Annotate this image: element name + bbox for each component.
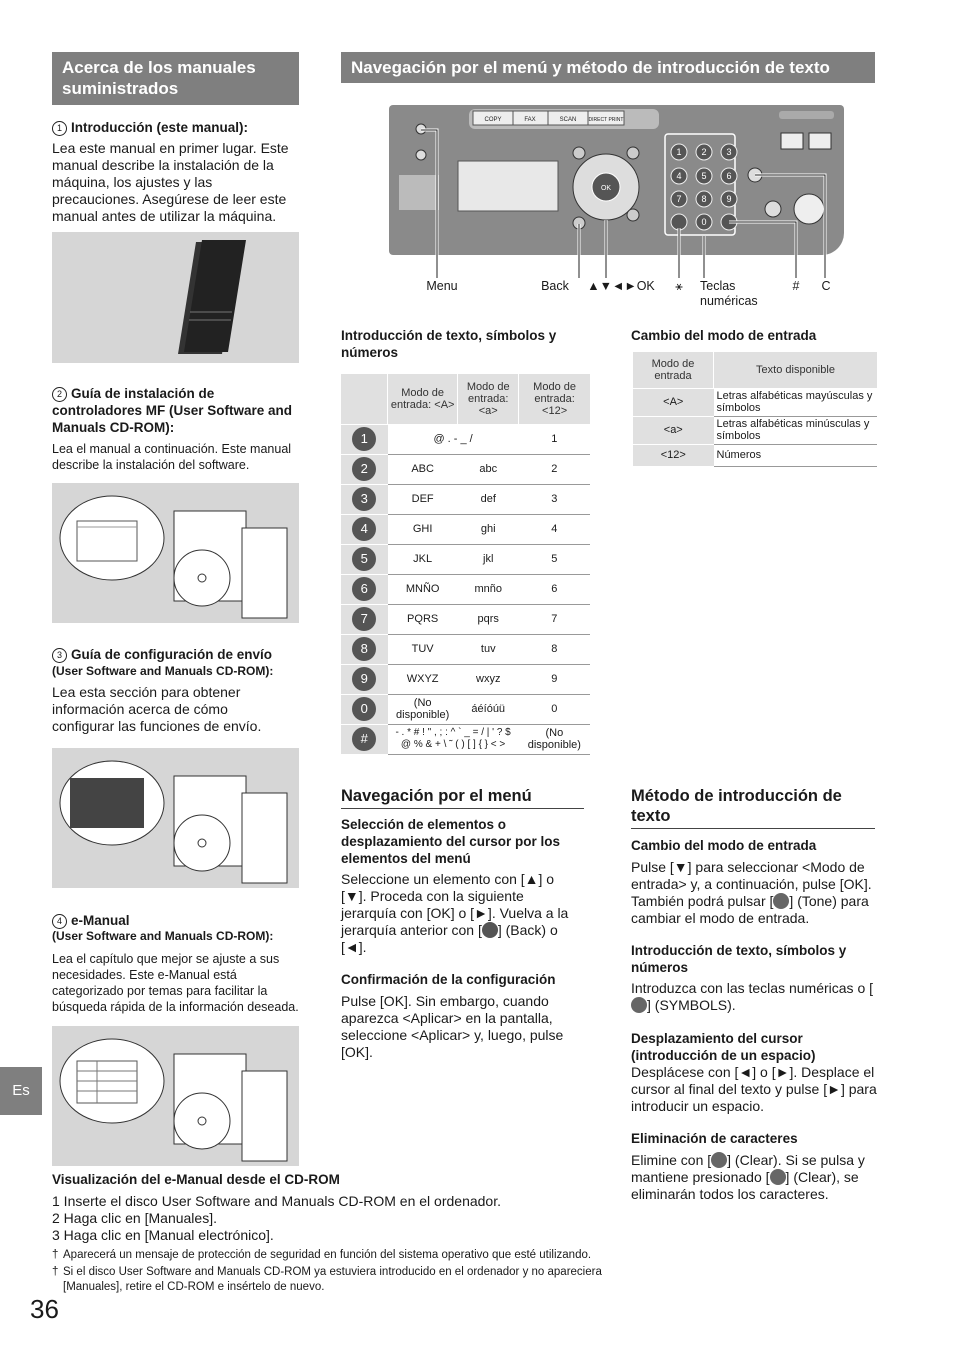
table-row: 8 TUV tuv 8 [341,634,590,664]
item4-subtitle: (User Software and Manuals CD-ROM): [52,929,274,943]
keypad-1: 1 [676,147,682,157]
nav-s1-body: Seleccione un elemento con [▲] o [▼]. Proceda con la siguiente jerarquía con [OK] o [►]. Vuelva a la jerarquía anterior con [ ] (Back) o [◄]. [341,871,569,955]
item4-body: Lea el capítulo que mejor se ajuste a sus necesidades. Este e-Manual está categorizado por temas para facilitar la búsqueda rápida de la información deseada. [52,952,299,1014]
table2-title: Cambio del modo de entrada [631,328,817,343]
driver-guide-illustration [52,483,299,623]
item3-body: Lea esta sección para obtener información acerca de cómo configurar las funciones de envío. [52,684,262,734]
table-row: 1 @ . - _ / 1 [341,424,590,454]
table2-header-text: Texto disponible [714,352,878,388]
table-row: <12> Números [633,444,877,466]
item1-body: Lea este manual en primer lugar. Este manual describe la instalación de la máquina, los ajustes y las precauciones. Asegúrese de leer este manual antes de utilizar la máquina. [52,140,289,224]
key-icon: 1 [352,427,376,451]
keypad-8: 8 [701,194,707,204]
tone-key-icon [773,893,789,909]
table-row: # - . * # ! " , ; : ^ ` _ = / | ' ? $ @ % & + \ ˜ ( ) [ ] { } < > (No disponible) [341,724,590,754]
mode-button-copy: COPY [484,117,502,123]
table1-header-12: Modo de entrada: <12> [519,374,590,424]
note-mark: † [52,1266,59,1278]
item4-number: 4 [52,914,67,929]
item2-number: 2 [52,387,67,402]
method-s2-body: Introduzca con las teclas numéricas o [] (SYMBOLS). [631,980,874,1013]
note-mark: † [52,1249,59,1261]
key-icon: 5 [352,547,376,571]
key-icon: 8 [352,637,376,661]
table-row: 5 JKL jkl 5 [341,544,590,574]
list-item: 3 Haga clic en [Manual electrónico]. [52,1227,274,1243]
list-item: 2 Haga clic en [Manuales]. [52,1210,217,1226]
method-s1-body: Pulse [▼] para seleccionar <Modo de entrada> y, a continuación, pulse [OK]. También podrá pulsar [ ] (Tone) para cambiar el modo de entrada. [631,859,872,926]
panel-callout-lines [0,0,954,300]
nav-s2-title: Confirmación de la configuración [341,972,556,987]
item3-title: 3 Guía de configuración de envío [52,646,302,663]
label-tone: ⚹ [675,279,683,293]
menu-navigation-title: Navegación por el menú [341,786,584,809]
key-icon: 0 [352,697,376,721]
label-hash: # [792,279,800,293]
keypad-6: 6 [726,171,732,181]
label-arrows-ok: ▲▼◄►OK [587,279,655,293]
mode-button-direct-print: DIRECT PRINT [588,117,624,123]
language-tab: Es [0,1067,42,1115]
item3-subtitle: (User Software and Manuals CD-ROM): [52,664,274,678]
input-chars-table [341,374,590,755]
label-menu: Menu [426,279,458,293]
method-s4-body: Elimine con [ ] (Clear). Si se pulsa y mantiene presionado [ ] (Clear), se eliminarán todos los caracteres. [631,1152,865,1202]
item1-title: 1 Introducción (este manual): [52,119,302,136]
item3-number: 3 [52,648,67,663]
footnotes [52,1248,612,1295]
keypad-2: 2 [701,147,707,157]
key-icon: 4 [352,517,376,541]
method-s1-title: Cambio del modo de entrada [631,838,817,853]
about-manuals-header: Acerca de los manuales suministrados [52,52,299,105]
item2-title: 2 Guía de instalación de controladores MF (User Software and Manuals CD-ROM): [52,386,293,435]
nav-s2-body: Pulse [OK]. Sin embargo, cuando aparezca <Aplicar> en la pantalla, seleccione <Aplicar> y, luego, pulse [OK]. [341,993,564,1060]
key-icon: # [352,727,376,751]
list-item: † Aparecerá un mensaje de protección de seguridad en función del sistema operativo que esté utilizando. [52,1249,592,1261]
table1-header-a: Modo de entrada: <a> [458,374,519,424]
table1-header-A: Modo de entrada: <A> [388,374,458,424]
label-clear: C [821,279,831,293]
table1-title: Introducción de texto, símbolos y números [341,328,557,360]
table-row: 9 WXYZ wxyz 9 [341,664,590,694]
ok-key-label: OK [600,185,612,192]
method-s4-title: Eliminación de caracteres [631,1131,798,1146]
send-guide-illustration [52,748,299,888]
table-row: 6 MNÑO mnño 6 [341,574,590,604]
key-icon: 7 [352,607,376,631]
mode-button-fax: FAX [524,117,536,123]
table-row: 7 PQRS pqrs 7 [341,604,590,634]
table-row: 0 (No disponible) áéíóúü 0 [341,694,590,724]
clear-key-icon [770,1169,786,1185]
table-row: 2 ABC abc 2 [341,454,590,484]
keypad-7: 7 [676,194,682,204]
keypad-0: 0 [701,217,707,227]
nav-s1-title: Selección de elementos o desplazamiento del cursor por los elementos del menú [341,817,561,866]
item2-body: Lea el manual a continuación. Este manual describe la instalación del software. [52,442,292,472]
keypad-3: 3 [726,147,732,157]
key-icon: 9 [352,667,376,691]
text-input-method-title: Método de introducción de texto [631,786,875,829]
computer-cd-icon [52,748,299,888]
table-row: 4 GHI ghi 4 [341,514,590,544]
mode-button-scan: SCAN [559,117,577,123]
navigation-header: Navegación por el menú y método de introducción de texto [341,52,875,83]
emanual-steps [52,1193,612,1244]
table-row: 3 DEF def 3 [341,484,590,514]
clear-key-icon [711,1152,727,1168]
table2-header-mode: Modo de entrada [633,352,714,388]
method-s3-title: Desplazamiento del cursor (introducción de un espacio) [631,1031,816,1063]
computer-cd-icon [52,483,299,623]
method-s3-body: Desplácese con [◄] o [►]. Desplace el cursor al final del texto y pulse [►] para introducir un espacio. [631,1064,877,1114]
table-row: <A> Letras alfabéticas mayúsculas y símbolos [633,388,877,416]
method-s2-title: Introducción de texto, símbolos y números [631,943,847,975]
computer-cd-icon [52,1026,299,1166]
item4-title: 4 e-Manual [52,912,302,929]
back-key-icon [482,922,498,938]
key-icon: 3 [352,487,376,511]
label-back: Back [541,279,569,293]
emanual-illustration [52,1026,299,1166]
list-item: 1 Inserte el disco User Software and Manuals CD-ROM en el ordenador. [52,1193,501,1209]
page-number: 36 [30,1294,59,1324]
keypad-9: 9 [726,194,732,204]
key-icon: 6 [352,577,376,601]
emanual-view-title: Visualización del e-Manual desde el CD-ROM [52,1172,340,1187]
symbols-key-icon [631,997,647,1013]
item1-number: 1 [52,121,67,136]
table-row: <a> Letras alfabéticas minúsculas y símbolos [633,416,877,444]
keypad-4: 4 [676,171,682,181]
input-mode-table [633,352,877,467]
key-icon: 2 [352,457,376,481]
list-item: † Si el disco User Software and Manuals CD-ROM ya estuviera introducido en el ordenador y no apareciera [Manuales], retire el CD-ROM e insértelo de nuevo. [52,1266,602,1293]
keypad-5: 5 [701,171,707,181]
label-numeric-keys: Teclas numéricas [700,279,758,308]
